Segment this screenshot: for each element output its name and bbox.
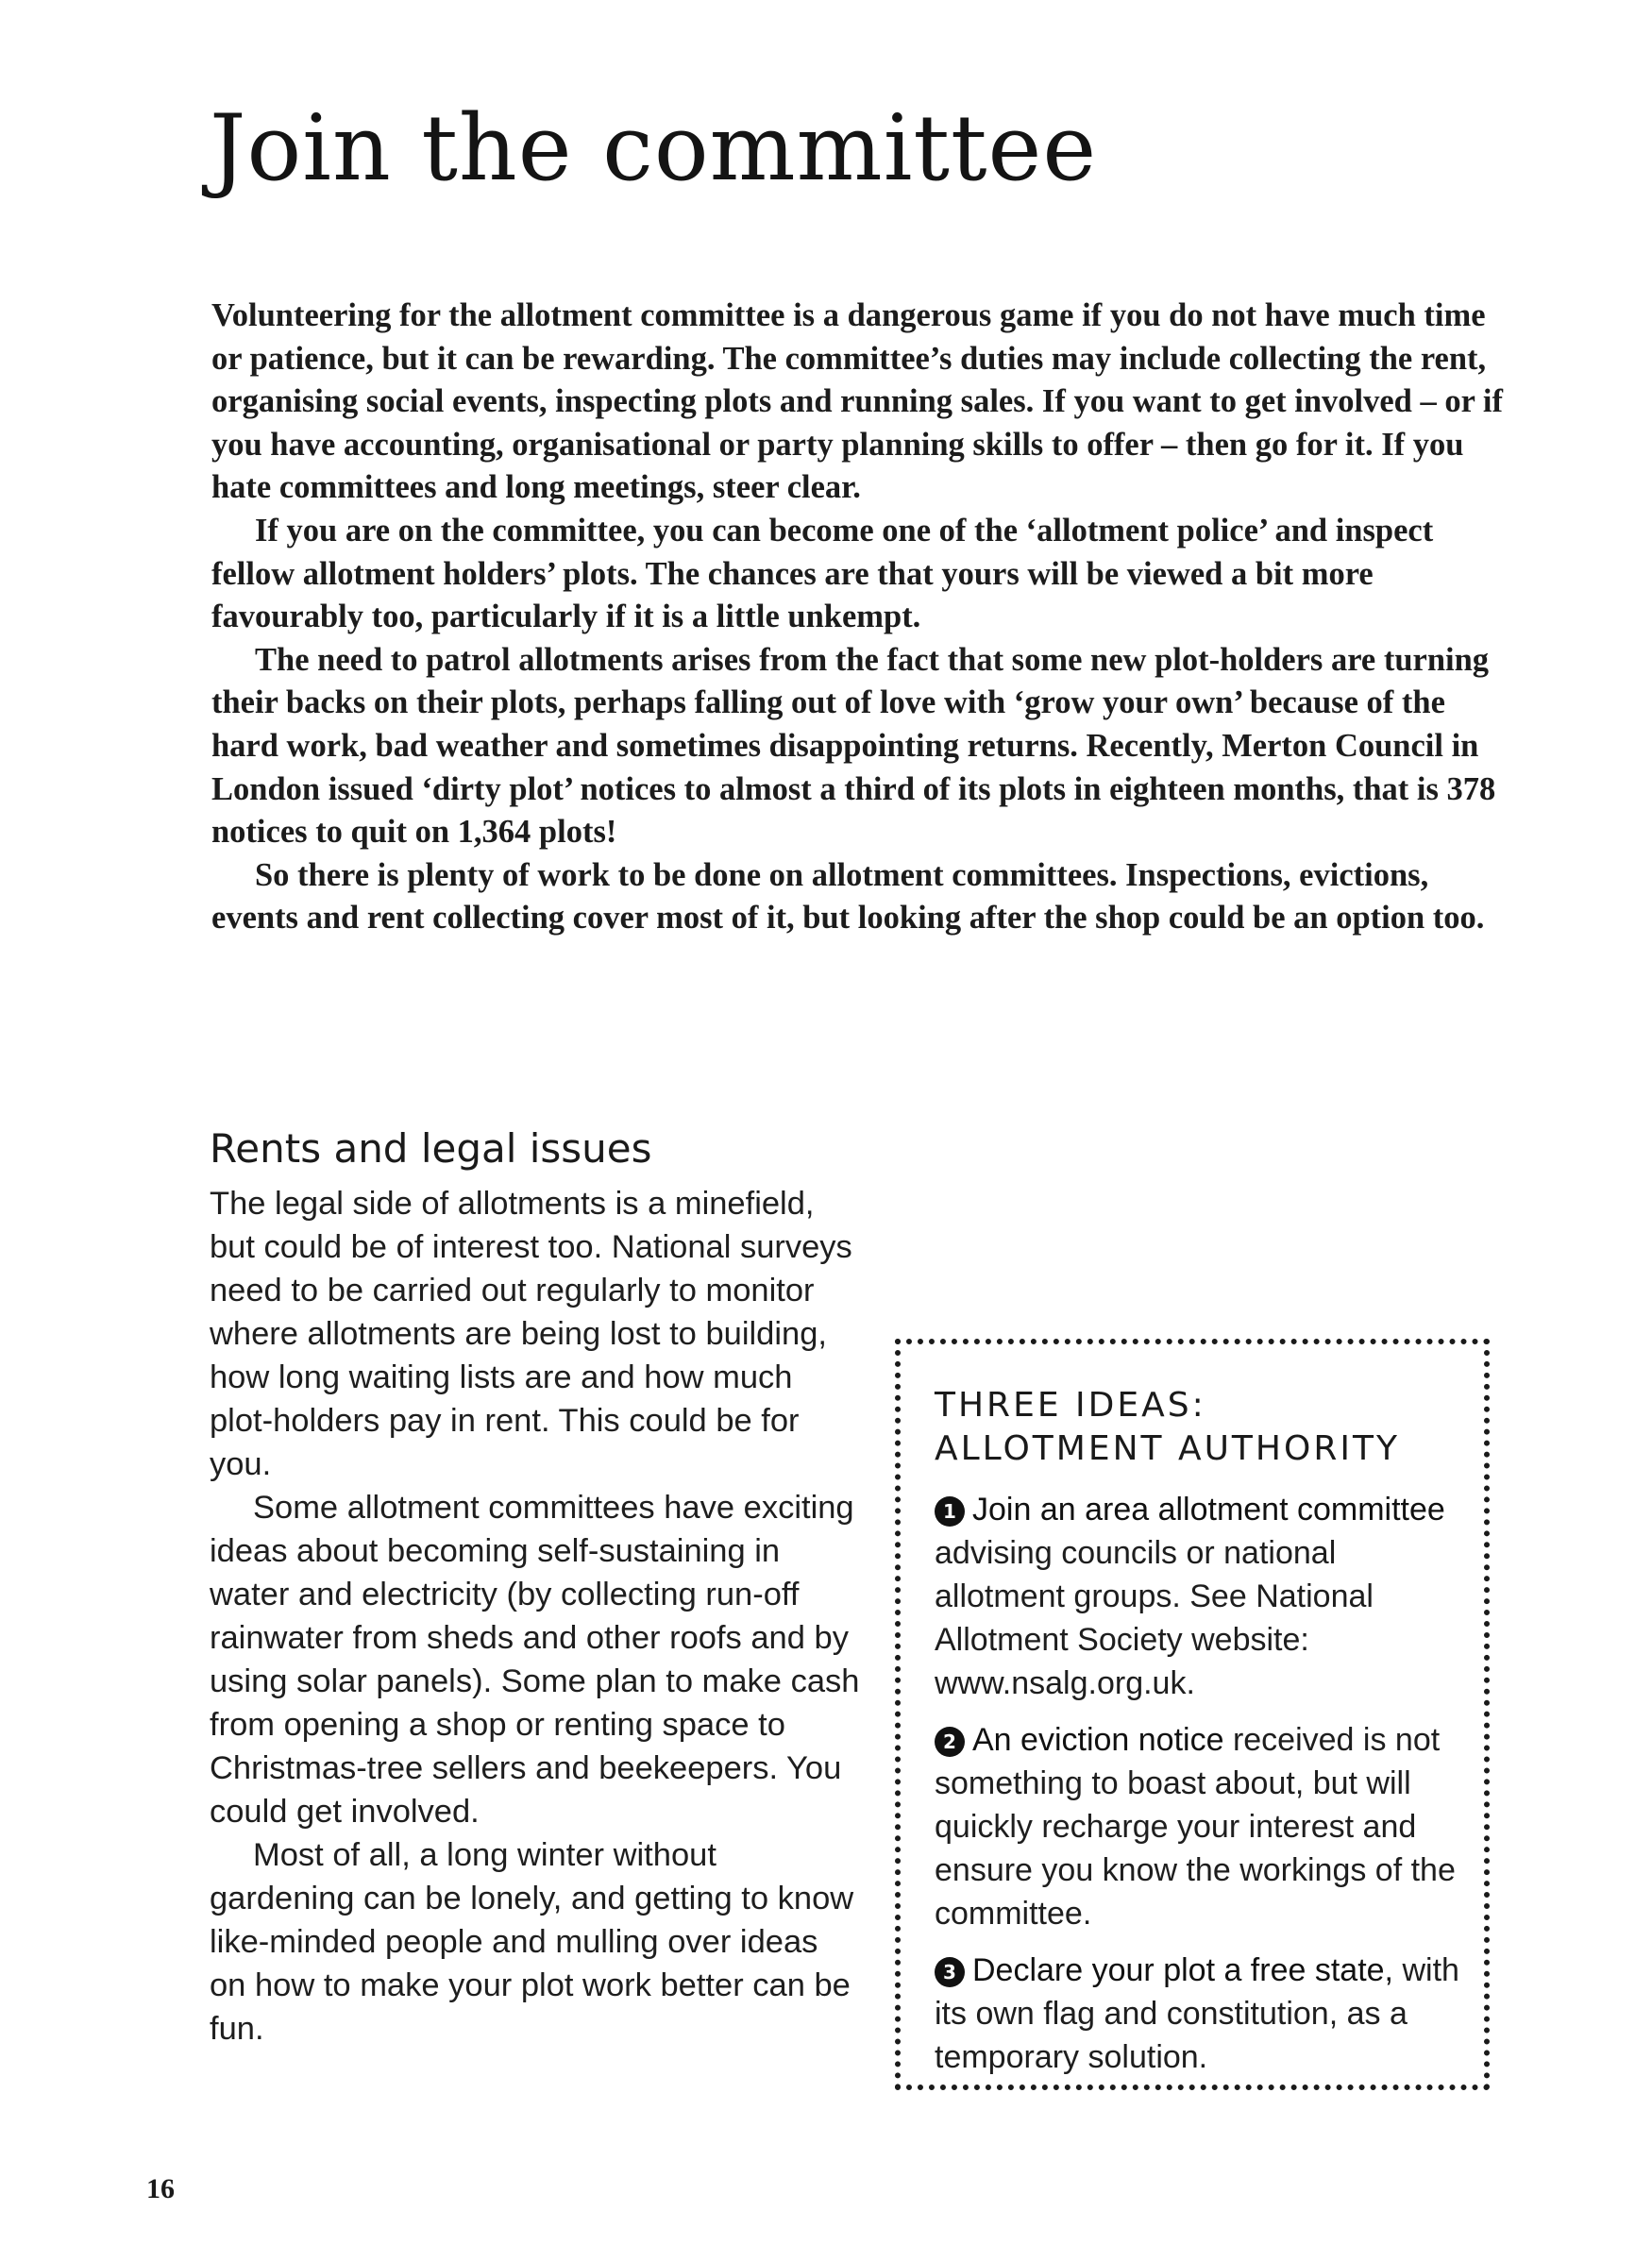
idea-item	[935, 1718, 1463, 1935]
rents-heading: Rents and legal issues	[210, 1125, 652, 1172]
number-two-icon: 2	[935, 1727, 965, 1757]
three-ideas-heading-line2: ALLOTMENT AUTHORITY	[935, 1429, 1400, 1468]
intro-paragraph: Volunteering for the allotment committee is a dangerous game if you do not have much time or patience, but it can be rewarding. The committee’s duties may include collecting the rent, organising social events, inspecting plots and running sales. If you want to get involved – or if you have accounting, organisational or party planning skills to offer – then go for it. If you hate committees and long meetings, steer clear.	[211, 297, 1504, 506]
idea-lead: Declare your plot a free state,	[972, 1952, 1394, 1988]
three-ideas-heading	[935, 1384, 1463, 1471]
number-three-icon: 3	[935, 1957, 965, 1987]
idea-text: advising councils or national allotment groups. See National Allotment Society website: www.nsalg.org.uk.	[935, 1535, 1374, 1701]
intro-text	[211, 295, 1514, 940]
page-number: 16	[146, 2173, 175, 2204]
three-ideas-heading-line1: THREE IDEAS:	[935, 1386, 1206, 1425]
number-one-icon: 1	[935, 1496, 965, 1527]
idea-item	[935, 1488, 1463, 1705]
intro-paragraph: So there is plenty of work to be done on allotment committees. Inspections, evictions, events and rent collecting cover most of it, but looking after the shop could be an option too.	[211, 856, 1485, 937]
idea-text: received is not something to boast about, but will quickly recharge your interest and ensure you know the workings of the committee.	[935, 1722, 1456, 1932]
rents-body	[210, 1182, 861, 2051]
idea-item	[935, 1949, 1463, 2079]
three-ideas-box	[895, 1339, 1490, 2090]
intro-paragraph: If you are on the committee, you can become one of the ‘allotment police’ and inspect fellow allotment holders’ plots. The chances are that yours will be viewed a bit more favourably too, particularly if it is a little unkempt.	[211, 512, 1434, 635]
idea-lead: Join an area allotment committee	[972, 1492, 1445, 1528]
idea-text: with its own flag and constitution, as a temporary solution.	[935, 1952, 1459, 2075]
rents-paragraph: Some allotment committees have exciting ideas about becoming self-sustaining in water and electricity (by collecting run-off rainwater from sheds and other roofs and by using solar panels). Some plan to make cash from opening a shop or renting space to Christmas-tree sellers and beekeepers. You could get involved.	[210, 1490, 860, 1830]
rents-paragraph: The legal side of allotments is a minefield, but could be of interest too. National surveys need to be carried out regularly to monitor where allotments are being lost to building, how long waiting lists are and how much plot-holders pay in rent. This could be for you.	[210, 1186, 852, 1482]
rents-paragraph: Most of all, a long winter without gardening can be lonely, and getting to know like-minded people and mulling over ideas on how to make your plot work better can be fun.	[210, 1837, 854, 2047]
page-title: Join the committee	[210, 95, 1098, 201]
idea-lead: An eviction notice	[972, 1722, 1224, 1758]
intro-paragraph: The need to patrol allotments arises from the fact that some new plot-holders are turning their backs on their plots, perhaps falling out of love with ‘grow your own’ because of the hard work, bad weather and sometimes disappointing returns. Recently, Merton Council in London issued ‘dirty plot’ notices to almost a third of its plots in eighteen months, that is 378 notices to quit on 1,364 plots!	[211, 641, 1496, 851]
